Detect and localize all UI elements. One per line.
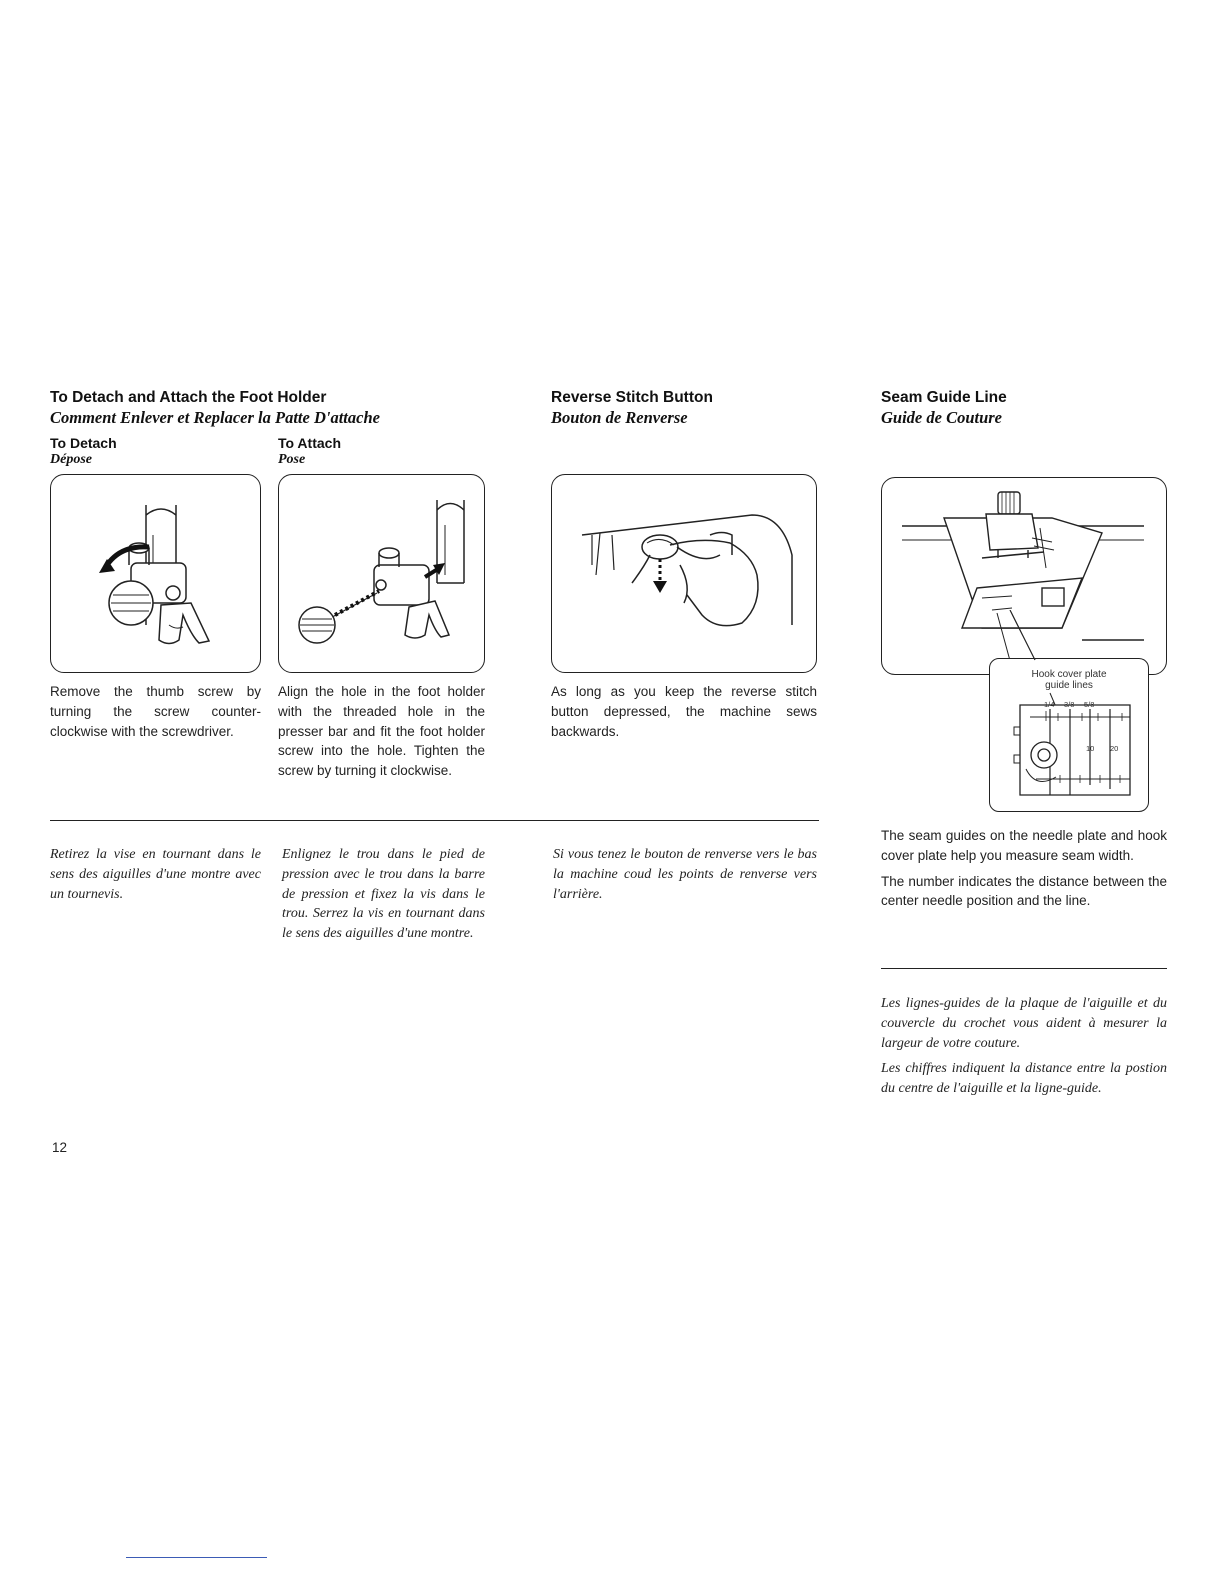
- detach-text-fr: [50, 845, 261, 910]
- page-number: 12: [52, 1140, 68, 1155]
- scale-number-20: 20: [1110, 744, 1119, 753]
- detach-heading: To Detach: [50, 435, 117, 451]
- reverse-stitch-text-en: [551, 682, 817, 747]
- reverse-stitch-paragraph-en: As long as you keep the reverse stitch button depressed, the machine sews backwards.: [551, 684, 817, 739]
- attach-text-en: [278, 682, 485, 787]
- attach-heading: To Attach: [278, 435, 341, 451]
- scale-number-10: 10: [1086, 744, 1095, 753]
- detach-drawing: [51, 475, 260, 672]
- seam-guide-paragraph-fr-1: Les lignes-guides de la plaque de l'aiguille et du couvercle du crochet vous aident à mesurer la largeur de votre couture.: [881, 996, 1167, 1051]
- section-title-detach-attach: To Detach and Attach the Foot Holder: [50, 389, 327, 406]
- attach-paragraph-fr: Enlignez le trou dans le pied de pression avec le trou dans la barre de pression et fixez la vis dans le trou. Serrez la vis en tournant dans le sens des aiguilles d'une montre.: [282, 847, 485, 942]
- detach-illustration: [50, 474, 261, 673]
- attach-text-fr: [282, 845, 485, 950]
- detach-text-en: [50, 682, 261, 747]
- attach-illustration: [278, 474, 485, 673]
- section-title-seam-guide-fr: Guide de Couture: [881, 408, 1003, 427]
- section-divider-right: [881, 968, 1167, 969]
- hook-cover-callout: [989, 658, 1149, 812]
- section-divider-left: [50, 820, 819, 821]
- scale-fraction-2: 3/8: [1064, 700, 1075, 709]
- section-title-reverse-stitch: Reverse Stitch Button: [551, 389, 713, 406]
- callout-connector: [1005, 610, 1045, 662]
- reverse-stitch-text-fr: [553, 845, 817, 910]
- callout-label-line2: guide lines: [1045, 680, 1093, 691]
- attach-paragraph-en: Align the hole in the foot holder with the threaded hole in the presser bar and fit the foot holder screw into the hole. Tighten the screw by turning it clockwise.: [278, 684, 485, 779]
- reverse-stitch-paragraph-fr: Si vous tenez le bouton de renverse vers le bas la machine coud les points de renverse vers l'arrière.: [553, 847, 817, 902]
- callout-label-line1: Hook cover plate: [1031, 669, 1107, 680]
- section-title-reverse-stitch-fr: Bouton de Renverse: [551, 408, 688, 427]
- seam-guide-paragraph-fr-2: Les chiffres indiquent la distance entre la postion du centre de l'aiguille et la ligne-guide.: [881, 1061, 1167, 1097]
- seam-guide-paragraph-en-1: The seam guides on the needle plate and hook cover plate help you measure seam width.: [881, 828, 1167, 863]
- bottom-link-underline: [126, 1557, 267, 1558]
- scale-fraction-1: 1/4: [1044, 700, 1055, 709]
- seam-guide-paragraph-en-2: The number indicates the distance between the center needle position and the line.: [881, 873, 1167, 909]
- attach-heading-fr: Pose: [278, 452, 306, 467]
- seam-guide-text-fr: [881, 994, 1167, 1105]
- section-title-seam-guide: Seam Guide Line: [881, 389, 1007, 406]
- detach-heading-fr: Dépose: [50, 452, 92, 467]
- hook-cover-plate-drawing: [990, 659, 1148, 811]
- reverse-stitch-drawing: [552, 475, 816, 672]
- attach-drawing: [279, 475, 484, 672]
- scale-fraction-3: 5/8: [1084, 700, 1095, 709]
- section-title-detach-attach-fr: Comment Enlever et Replacer la Patte D'attache: [50, 408, 380, 427]
- reverse-stitch-illustration: [551, 474, 817, 673]
- detach-paragraph-en: Remove the thumb screw by turning the screw counter-clockwise with the screwdriver.: [50, 684, 261, 739]
- seam-guide-text-en: [881, 826, 1167, 917]
- detach-paragraph-fr: Retirez la vise en tournant dans le sens des aiguilles d'une montre avec un tournevis.: [50, 847, 261, 902]
